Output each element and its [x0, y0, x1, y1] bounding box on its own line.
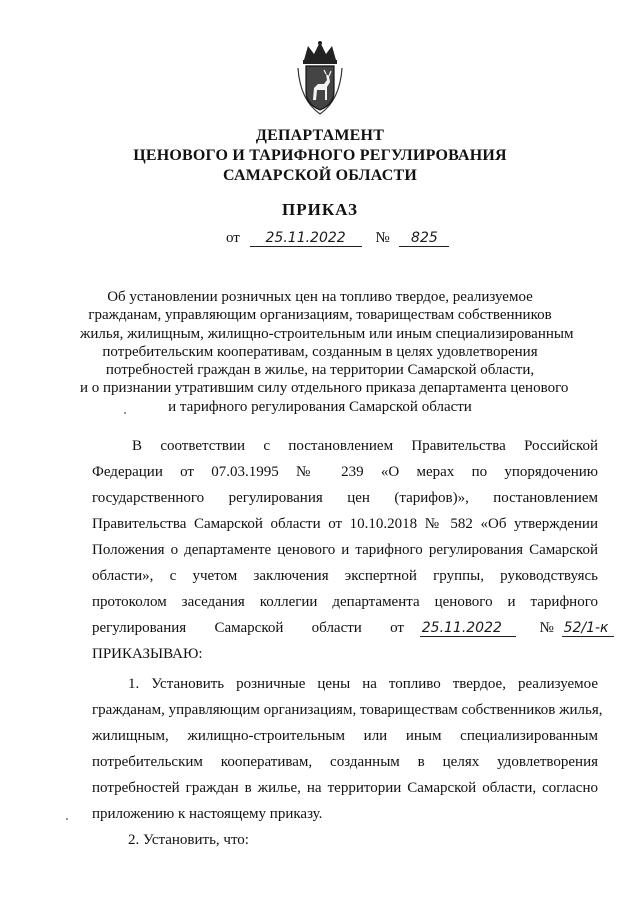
item-1-line: жилищным, жилищно-строительным или иным специализированным [92, 728, 598, 744]
subject-line: потребностей граждан в жилье, на территории Самарской области, [105, 362, 535, 379]
scan-speck [124, 412, 126, 414]
protocol-number-prefix: № [539, 620, 554, 636]
coat-of-arms-icon [296, 40, 344, 116]
body-line: Правительства Самарской области от 10.10.2018 № 582 «Об утверждении [92, 516, 598, 532]
body-line: государственного регулирования цен (тарифов)», постановлением [92, 490, 598, 506]
date-prefix: от [226, 230, 240, 246]
subject-line: жилья, жилищным, жилищно-строительным или иным специализированным [80, 325, 574, 342]
department-title-line-1: ДЕПАРТАМЕНТ [255, 127, 385, 144]
body-line: Положения о департаменте ценового и тарифного регулирования Самарской [92, 542, 598, 558]
number-prefix: № [375, 230, 390, 246]
subject-line: Об установлении розничных цен на топливо твердое, реализуемое [107, 289, 533, 305]
body-line: протоколом заседания коллегии департамента ценового и тарифного [92, 594, 598, 610]
order-date: 25.11.2022 [250, 230, 362, 247]
body-line: Федерации от 07.03.1995 № 239 «О мерах по упорядочению [92, 464, 598, 480]
body-line: В соответствии с постановлением Правительства Российской [132, 438, 598, 454]
subject-line: потребительским кооперативам, созданным в целях удовлетворения [102, 343, 538, 360]
item-1-line: 1. Установить розничные цены на топливо твердое, реализуемое [128, 676, 598, 692]
item-1-last-line: приложению к настоящему приказу. [92, 806, 323, 822]
scan-speck [66, 818, 68, 820]
subject-line: гражданам, управляющим организациям, товариществам собственников [88, 307, 552, 324]
order-subject [80, 288, 574, 416]
item-2-line: 2. Установить, что: [128, 832, 249, 848]
protocol-line [92, 619, 609, 637]
item-1-line: потребительским кооперативам, созданным в целях удовлетворения [92, 754, 598, 770]
order-number: 825 [399, 230, 449, 247]
order-word: ПРИКАЗЫВАЮ: [92, 646, 203, 662]
item-1-line: потребностей граждан в жилье, на территории Самарской области, согласно [92, 780, 598, 796]
item-1-line: гражданам, управляющим организациям, товариществам собственников жилья, [92, 702, 603, 718]
department-title-line-2: ЦЕНОВОГО И ТАРИФНОГО РЕГУЛИРОВАНИЯ [133, 147, 507, 164]
document-type-title: ПРИКАЗ [282, 200, 358, 219]
department-title-line-3: САМАРСКОЙ ОБЛАСТИ [223, 167, 417, 184]
body-line: области», с учетом заключения экспертной группы, руководствуясь [92, 568, 598, 584]
protocol-line-prefix: регулирования Самарской области от [92, 620, 404, 636]
order-date-number-line [226, 230, 449, 247]
protocol-date: 25.11.2022 [420, 620, 516, 637]
protocol-number: 52/1-к [562, 620, 614, 637]
subject-line: и тарифного регулирования Самарской области [168, 398, 472, 415]
subject-line: и о признании утратившим силу отдельного приказа департамента ценового [80, 380, 569, 397]
